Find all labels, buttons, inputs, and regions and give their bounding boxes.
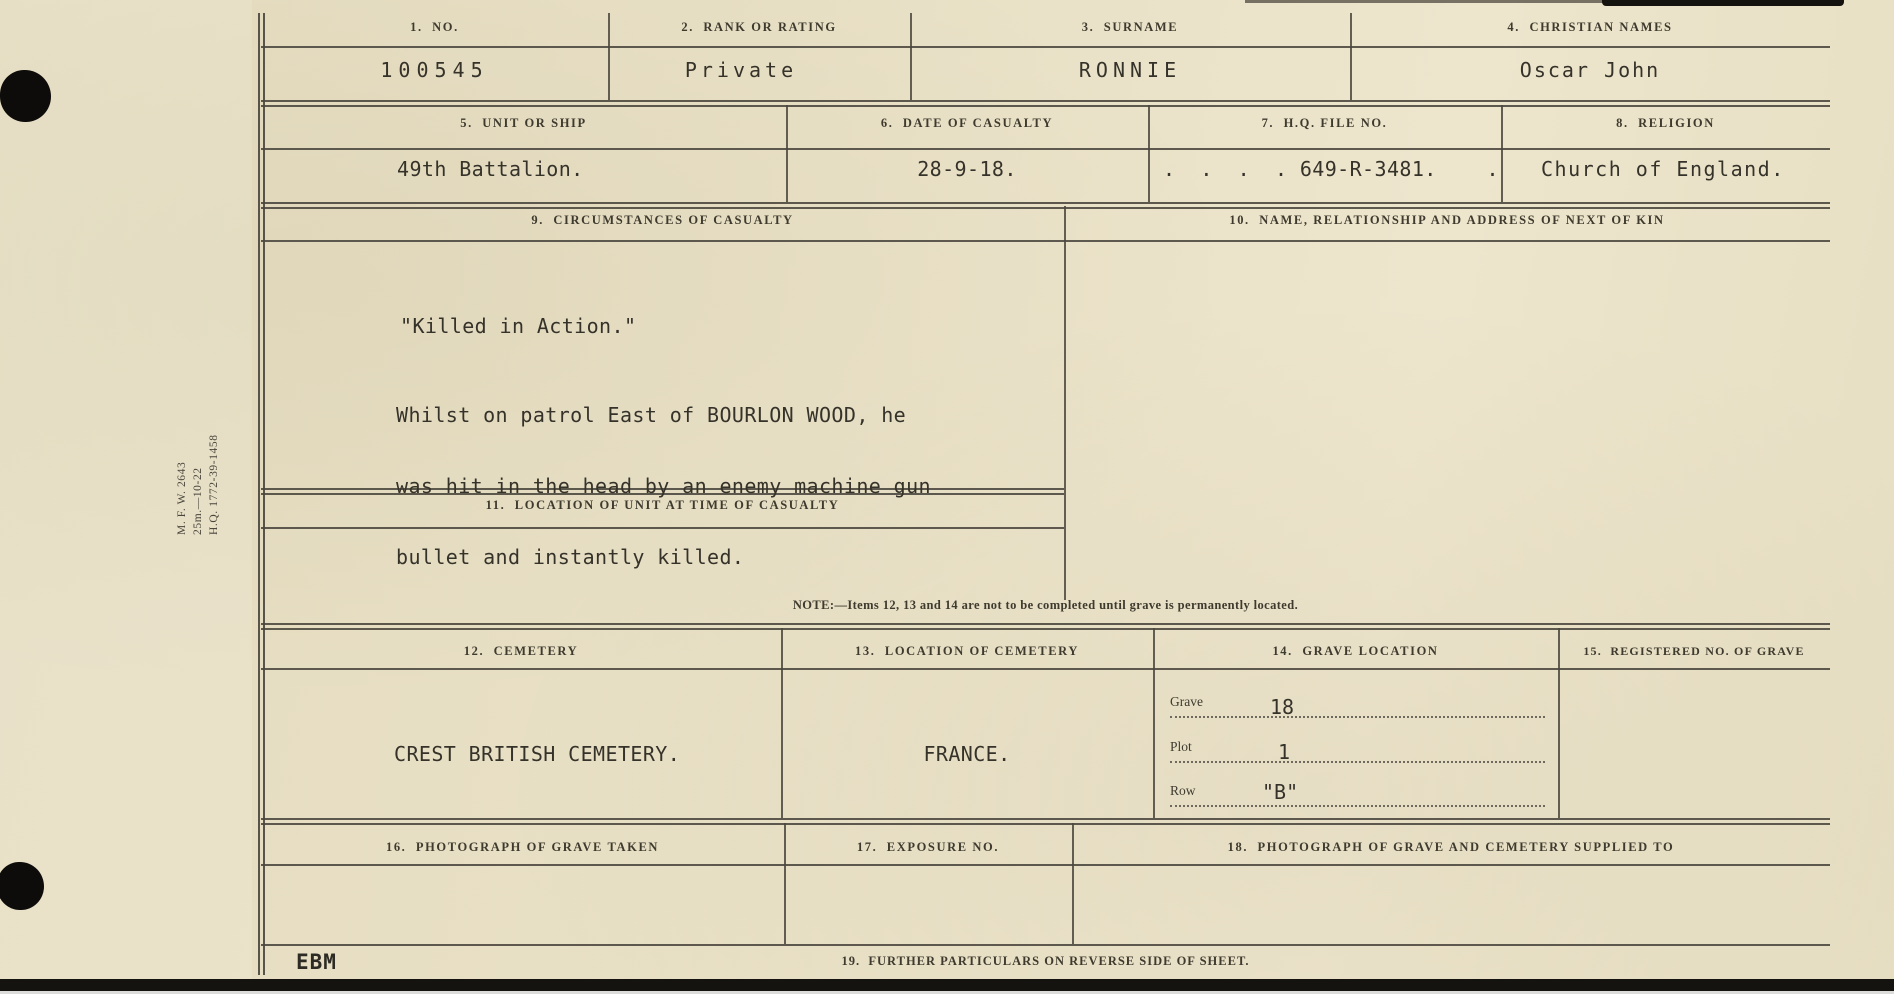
field-label-registered-no: 15. REGISTERED NO. OF GRAVE bbox=[1583, 644, 1805, 658]
grave-field-value: "B" bbox=[1262, 780, 1299, 804]
field-label-cemetery: 12. CEMETERY bbox=[463, 644, 579, 658]
circumstances-paragraph-line: bullet and instantly killed. bbox=[396, 545, 745, 569]
form-print-code-line: 25m.—10-22 bbox=[192, 467, 204, 535]
hole-punch-top bbox=[0, 70, 51, 122]
rule-row12-underline bbox=[261, 668, 1830, 670]
scan-edge-bottom bbox=[0, 979, 1894, 991]
circumstances-paragraph bbox=[396, 356, 931, 617]
field-label-cemetery-location: 13. LOCATION OF CEMETERY bbox=[855, 644, 1079, 658]
form-print-code-line: H.Q. 1772-39-1458 bbox=[208, 434, 220, 535]
field-label-religion: 8. RELIGION bbox=[1616, 116, 1715, 130]
form-print-code bbox=[174, 405, 222, 535]
grave-field-grave bbox=[1170, 694, 1545, 718]
circumstances-paragraph-line: Whilst on patrol East of BOURLON WOOD, he bbox=[396, 403, 907, 427]
footer-line-19: 19. FURTHER PARTICULARS ON REVERSE SIDE OF SHEET. bbox=[841, 954, 1250, 968]
field-value-surname: RONNIE bbox=[1078, 58, 1182, 82]
field-label-exposure-no: 17. EXPOSURE NO. bbox=[856, 840, 1000, 854]
grave-field-plot bbox=[1170, 739, 1545, 763]
field-label-unit-location: 11. LOCATION OF UNIT AT TIME OF CASUALTY bbox=[485, 498, 840, 512]
field-label-hq-file-no: 7. H.Q. FILE NO. bbox=[1261, 116, 1388, 130]
divider-sec9-sec10 bbox=[1064, 206, 1066, 600]
field-label-christian-names: 4. CHRISTIAN NAMES bbox=[1507, 20, 1673, 34]
field-value-hq-file-no: . . . . 649-R-3481. . bbox=[1163, 157, 1499, 181]
field-label-next-of-kin: 10. NAME, RELATIONSHIP AND ADDRESS OF NEXT OF KIN bbox=[1229, 213, 1665, 227]
grave-field-value: 1 bbox=[1278, 740, 1291, 764]
circumstances-paragraph-line: was hit in the head by an enemy machine gun bbox=[396, 474, 931, 498]
grave-field-label: Grave bbox=[1170, 694, 1203, 709]
rule-row12-separator bbox=[261, 818, 1830, 825]
grave-field-label: Plot bbox=[1170, 739, 1192, 754]
field-value-christian-names: Oscar John bbox=[1519, 58, 1661, 82]
rule-row2-underline bbox=[261, 148, 1830, 150]
field-label-photo-taken: 16. PHOTOGRAPH OF GRAVE TAKEN bbox=[385, 840, 660, 854]
field-label-unit: 5. UNIT OR SHIP bbox=[460, 116, 587, 130]
field-label-circumstances: 9. CIRCUMSTANCES OF CASUALTY bbox=[531, 213, 794, 227]
grave-field-row bbox=[1170, 780, 1545, 807]
field-value-religion: Church of England. bbox=[1541, 157, 1785, 181]
field-value-date-of-casualty: 28-9-18. bbox=[917, 157, 1017, 181]
field-value-unit: 49th Battalion. bbox=[397, 157, 584, 181]
scan-edge-top bbox=[1602, 0, 1844, 6]
field-value-cemetery: CREST BRITISH CEMETERY. bbox=[394, 742, 681, 766]
field-label-rank: 2. RANK OR RATING bbox=[681, 20, 837, 34]
rule-section9-underline bbox=[261, 240, 1830, 242]
field-value-rank: Private bbox=[684, 58, 798, 82]
field-label-photo-supplied: 18. PHOTOGRAPH OF GRAVE AND CEMETERY SUPPLIED TO bbox=[1227, 840, 1675, 854]
form-print-code-line: M. F. W. 2643 bbox=[176, 461, 188, 535]
clerk-initials: EBM bbox=[296, 950, 337, 974]
scan-edge-top-thin bbox=[1245, 0, 1605, 3]
rule-bottom bbox=[261, 944, 1830, 946]
form-note: NOTE:—Items 12, 13 and 14 are not to be completed until grave is permanently located. bbox=[792, 598, 1299, 612]
field-label-surname: 3. SURNAME bbox=[1081, 20, 1179, 34]
rule-row2-separator bbox=[261, 202, 1830, 209]
rule-row1-underline bbox=[261, 46, 1830, 48]
field-value-cemetery-location: FRANCE. bbox=[923, 742, 1011, 766]
field-label-date-of-casualty: 6. DATE OF CASUALTY bbox=[880, 116, 1054, 130]
circumstances-line1: "Killed in Action." bbox=[400, 314, 637, 338]
grave-field-label: Row bbox=[1170, 783, 1196, 798]
field-value-no: 100545 bbox=[380, 58, 489, 82]
field-label-no: 1. NO. bbox=[410, 20, 459, 34]
rule-note-separator bbox=[261, 623, 1830, 630]
grave-field-value: 18 bbox=[1270, 695, 1295, 719]
rule-row16-underline bbox=[261, 864, 1830, 866]
field-label-grave-location: 14. GRAVE LOCATION bbox=[1272, 644, 1439, 658]
rule-row1-separator bbox=[261, 100, 1830, 107]
hole-punch-bottom bbox=[0, 862, 44, 910]
